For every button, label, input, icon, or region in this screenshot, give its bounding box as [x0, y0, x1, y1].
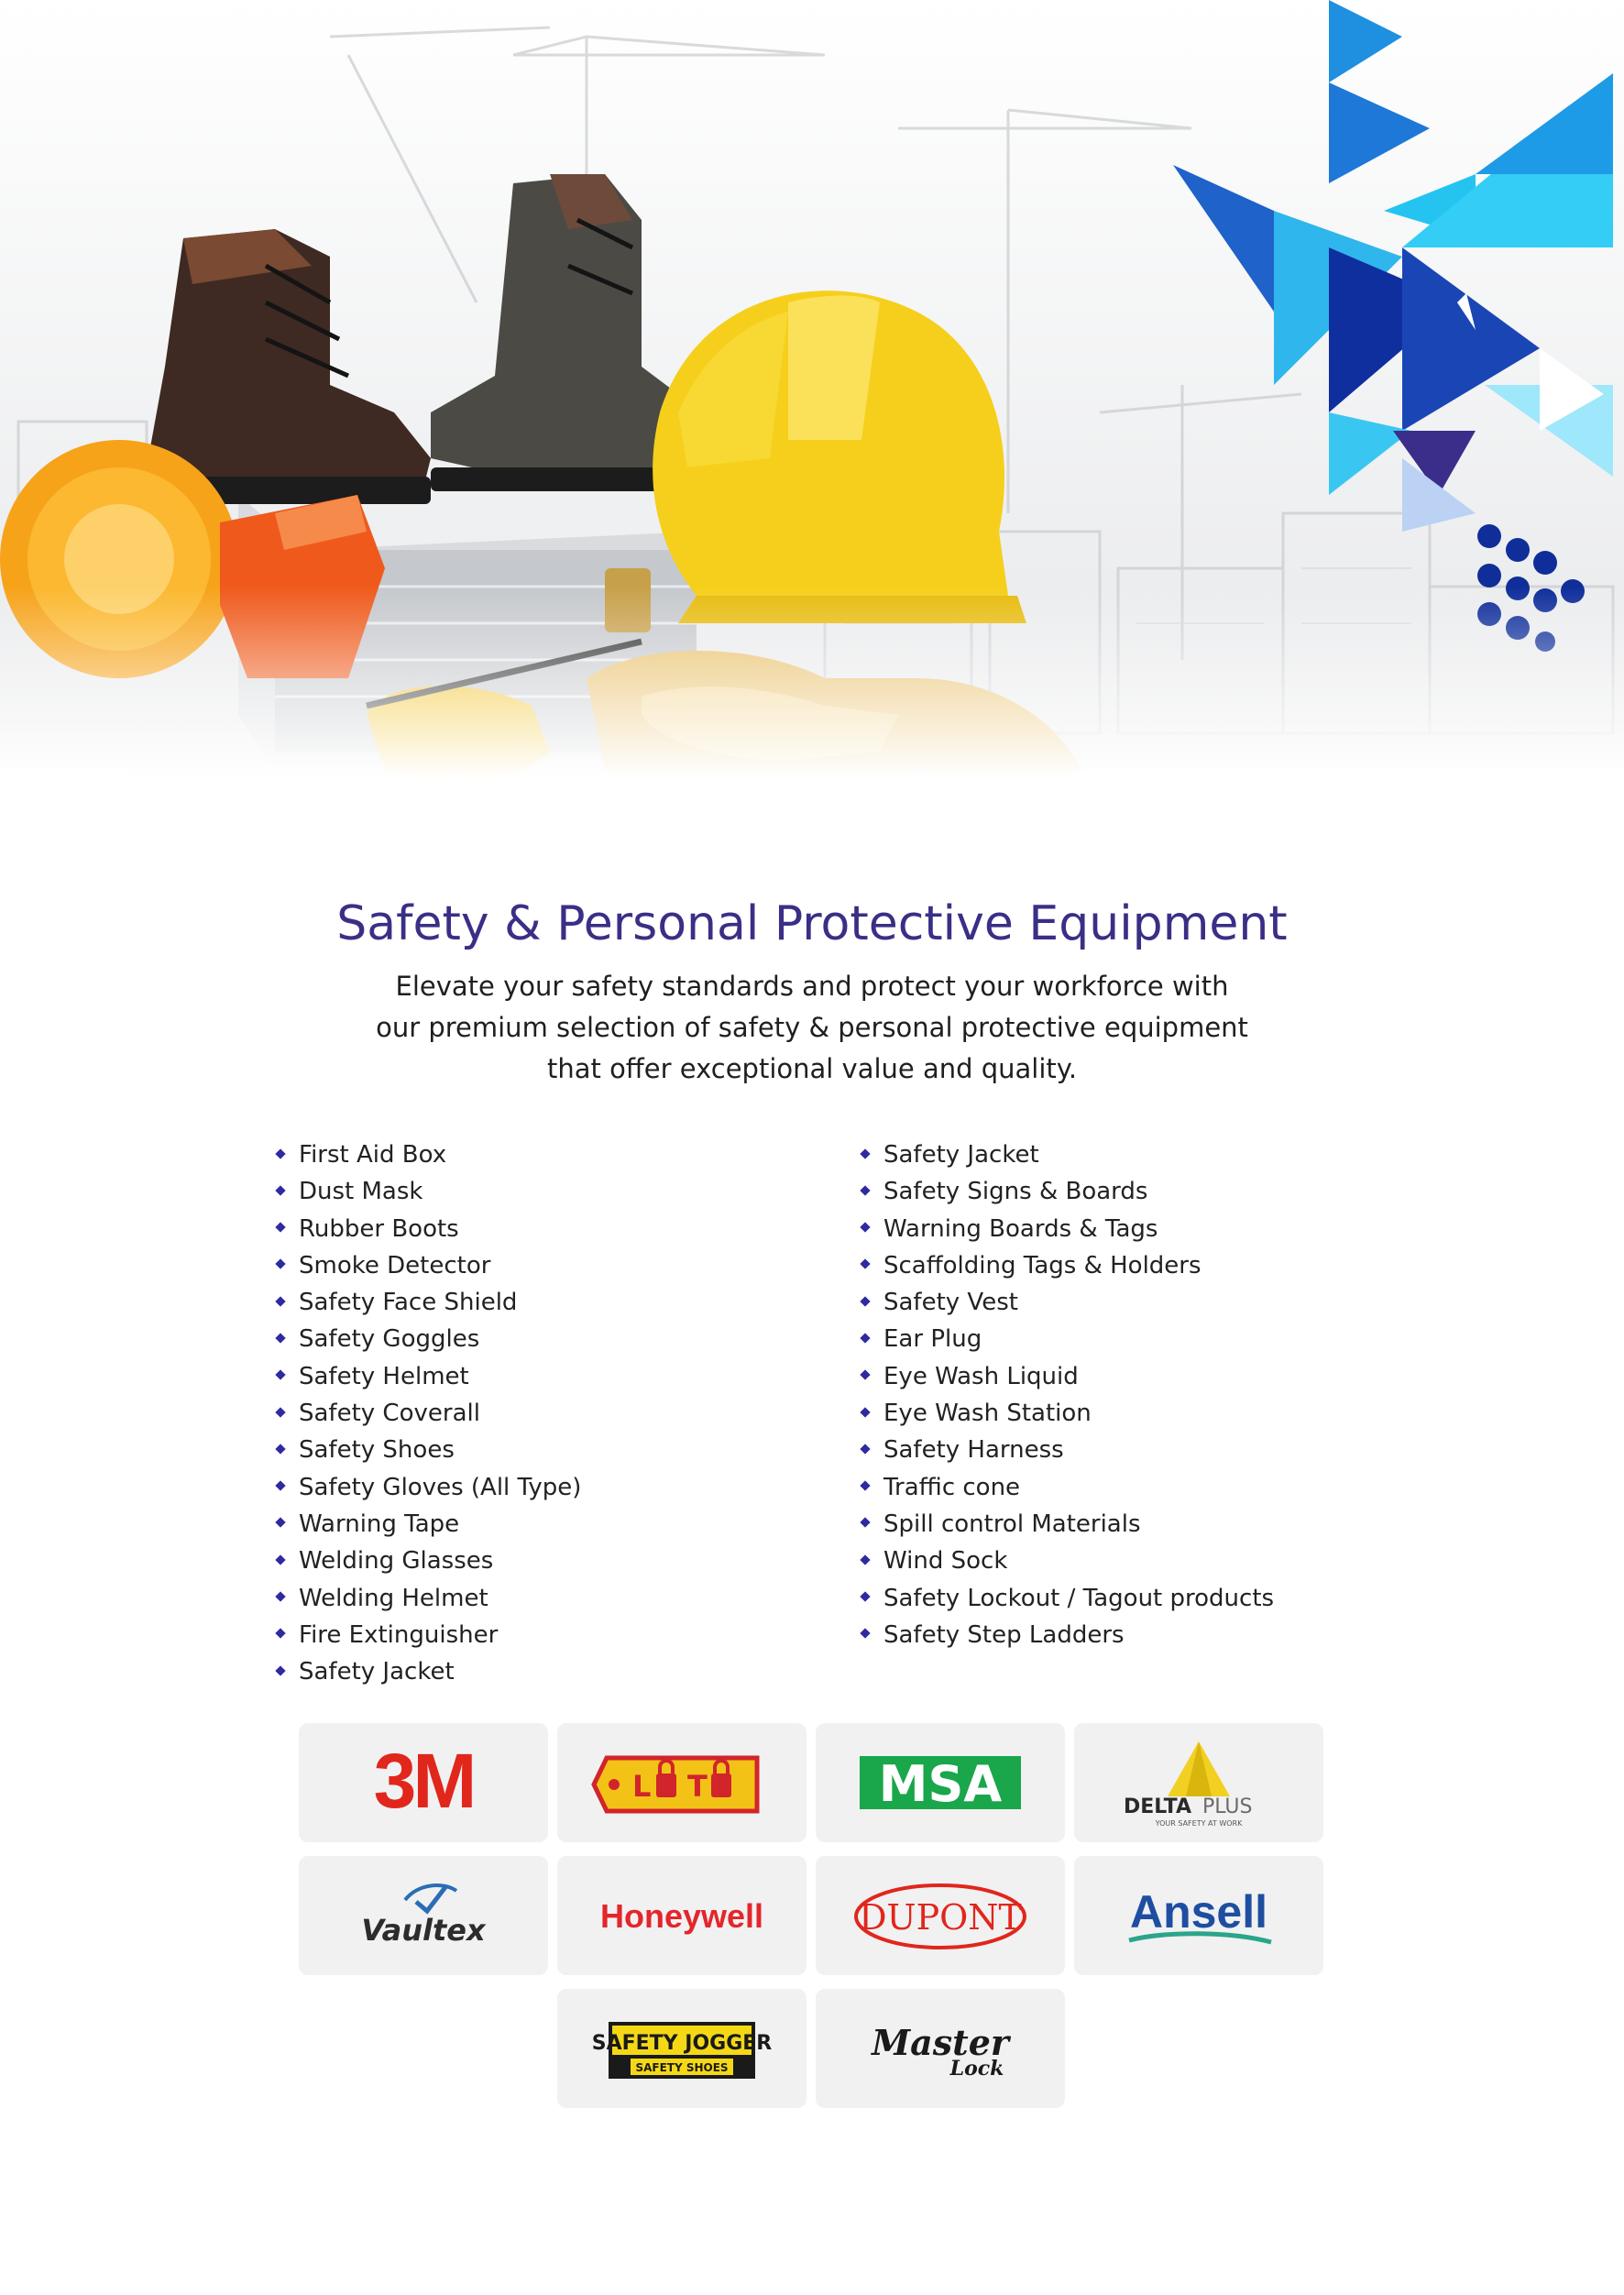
product-name: Safety Shoes	[299, 1436, 455, 1465]
diamond-bullet-icon	[860, 1296, 870, 1306]
diamond-bullet-icon	[275, 1481, 285, 1491]
dupont-logo-text: DUPONT	[859, 1897, 1022, 1938]
product-list-item	[860, 1173, 1428, 1210]
safety-jogger-tagline: SAFETY SHOES	[635, 2061, 729, 2074]
brand-logo-grid	[0, 1723, 1624, 2108]
diamond-bullet-icon	[275, 1296, 285, 1306]
intro-line: our premium selection of safety & personal protective equipment	[376, 1012, 1248, 1043]
product-name: Spill control Materials	[883, 1510, 1141, 1538]
diamond-bullet-icon	[860, 1481, 870, 1491]
brand-tile-masterlock	[816, 1989, 1065, 2108]
product-list-item	[860, 1580, 1428, 1617]
product-name: Smoke Detector	[299, 1251, 491, 1279]
svg-text:T: T	[687, 1769, 708, 1804]
msa-logo-text: MSA	[878, 1755, 1003, 1813]
product-list-item	[275, 1247, 788, 1284]
deltaplus-logo-text-b: PLUS	[1202, 1795, 1253, 1818]
product-name: Safety Face Shield	[299, 1289, 518, 1317]
product-list-item	[275, 1617, 788, 1653]
dupont-logo	[816, 1856, 1065, 1975]
deltaplus-tagline: YOUR SAFETY AT WORK	[1155, 1819, 1243, 1828]
diamond-bullet-icon	[275, 1591, 285, 1601]
product-list-item	[860, 1543, 1428, 1579]
deltaplus-logo-text-a: DELTA	[1124, 1795, 1191, 1818]
product-name: Ear Plug	[883, 1325, 982, 1354]
loto-logo	[557, 1723, 807, 1842]
product-list-item	[275, 1653, 788, 1690]
product-list-item	[860, 1432, 1428, 1468]
product-list-item	[275, 1321, 788, 1357]
product-list-item	[275, 1173, 788, 1210]
product-list-item	[275, 1137, 788, 1173]
diamond-bullet-icon	[275, 1370, 285, 1380]
safety-boots-image	[147, 174, 697, 504]
product-name: Safety Step Ladders	[883, 1620, 1125, 1649]
product-name: Rubber Boots	[299, 1214, 459, 1243]
product-name: Safety Coverall	[299, 1400, 480, 1428]
product-name: Welding Glasses	[299, 1547, 494, 1576]
product-name: First Aid Box	[299, 1141, 447, 1169]
product-list-item	[860, 1211, 1428, 1247]
product-list-item	[275, 1211, 788, 1247]
brand-tile-loto	[557, 1723, 807, 1842]
masterlock-logo-text-a: Master	[872, 2022, 1009, 2063]
product-list-item	[275, 1395, 788, 1432]
product-name: Safety Goggles	[299, 1325, 480, 1354]
vaultex-logo	[299, 1856, 548, 1975]
hard-hat-image	[653, 291, 1026, 623]
product-name: Safety Vest	[883, 1289, 1018, 1317]
3m-logo	[299, 1723, 548, 1842]
product-name: Safety Signs & Boards	[883, 1178, 1148, 1206]
product-name: Wind Sock	[883, 1547, 1008, 1576]
product-list-item	[275, 1284, 788, 1321]
product-list-item	[860, 1321, 1428, 1357]
product-list-item	[860, 1469, 1428, 1506]
product-name: Fire Extinguisher	[299, 1620, 499, 1649]
product-name: Scaffolding Tags & Holders	[883, 1251, 1202, 1279]
msa-logo	[816, 1723, 1065, 1842]
product-list-right	[860, 1137, 1428, 1653]
hero-fade-overlay	[0, 587, 1624, 852]
product-list-item	[275, 1580, 788, 1617]
diamond-bullet-icon	[860, 1407, 870, 1417]
product-name: Traffic cone	[883, 1473, 1021, 1501]
product-list-item	[860, 1137, 1428, 1173]
intro-line: Elevate your safety standards and protect your workforce with	[395, 971, 1229, 1002]
product-name: Warning Tape	[299, 1510, 460, 1538]
product-name: Safety Jacket	[883, 1141, 1039, 1169]
product-list-item	[860, 1506, 1428, 1543]
product-name: Welding Helmet	[299, 1584, 488, 1612]
product-list-item	[860, 1247, 1428, 1284]
product-list-item	[860, 1395, 1428, 1432]
diamond-bullet-icon	[860, 1591, 870, 1601]
diamond-bullet-icon	[275, 1554, 285, 1565]
product-name: Eye Wash Station	[883, 1400, 1092, 1428]
product-name: Dust Mask	[299, 1178, 423, 1206]
product-list-item	[275, 1358, 788, 1395]
diamond-bullet-icon	[860, 1370, 870, 1380]
diamond-bullet-icon	[860, 1185, 870, 1195]
page-title: Safety & Personal Protective Equipment	[336, 896, 1288, 951]
ansell-logo	[1074, 1856, 1323, 1975]
brand-tile-honeywell	[557, 1856, 807, 1975]
product-list-left	[275, 1137, 788, 1690]
product-name: Safety Jacket	[299, 1658, 455, 1686]
intro-paragraph	[308, 966, 1316, 1090]
product-list-item	[275, 1432, 788, 1468]
intro-line: that offer exceptional value and quality.	[546, 1053, 1078, 1084]
diamond-bullet-icon	[860, 1518, 870, 1528]
masterlock-logo-text-b: Lock	[949, 2057, 1004, 2081]
safety-jogger-logo-text: SAFETY JOGGER	[591, 2032, 773, 2055]
diamond-bullet-icon	[275, 1259, 285, 1269]
product-list-item	[860, 1358, 1428, 1395]
diamond-bullet-icon	[860, 1554, 870, 1565]
brand-tile-deltaplus	[1074, 1723, 1323, 1842]
diamond-bullet-icon	[275, 1333, 285, 1343]
brand-tile-dupont	[816, 1856, 1065, 1975]
diamond-bullet-icon	[275, 1629, 285, 1639]
product-list-item	[860, 1284, 1428, 1321]
diamond-bullet-icon	[275, 1518, 285, 1528]
product-name: Eye Wash Liquid	[883, 1362, 1079, 1390]
safety-jogger-logo	[557, 1989, 807, 2108]
diamond-bullet-icon	[860, 1222, 870, 1232]
diamond-bullet-icon	[275, 1185, 285, 1195]
honeywell-logo	[557, 1856, 807, 1975]
product-name: Safety Harness	[883, 1436, 1064, 1465]
diamond-bullet-icon	[860, 1444, 870, 1454]
svg-text:L: L	[632, 1769, 652, 1804]
vaultex-logo-text: Vaultex	[361, 1913, 486, 1948]
diamond-bullet-icon	[275, 1222, 285, 1232]
honeywell-logo-text: Honeywell	[599, 1897, 764, 1935]
hero-banner	[0, 0, 1624, 852]
product-name: Safety Gloves (All Type)	[299, 1473, 582, 1501]
brand-tile-msa	[816, 1723, 1065, 1842]
diamond-bullet-icon	[860, 1259, 870, 1269]
brand-tile-safety-jogger	[557, 1989, 807, 2108]
brand-tile-ansell	[1074, 1856, 1323, 1975]
brand-tile-3m	[299, 1723, 548, 1842]
diamond-bullet-icon	[860, 1333, 870, 1343]
geometric-triangle-decoration	[1173, 0, 1624, 678]
diamond-bullet-icon	[275, 1148, 285, 1158]
product-list-item	[860, 1617, 1428, 1653]
product-list-item	[275, 1469, 788, 1506]
3m-logo-text: 3M	[373, 1738, 474, 1824]
product-name: Warning Boards & Tags	[883, 1214, 1158, 1243]
diamond-bullet-icon	[275, 1407, 285, 1417]
product-name: Safety Lockout / Tagout products	[883, 1584, 1275, 1612]
product-list-item	[275, 1543, 788, 1579]
product-list-item	[275, 1506, 788, 1543]
ansell-logo-text: Ansell	[1129, 1886, 1268, 1938]
diamond-bullet-icon	[275, 1665, 285, 1675]
masterlock-logo	[816, 1989, 1065, 2108]
diamond-bullet-icon	[275, 1444, 285, 1454]
brand-tile-vaultex	[299, 1856, 548, 1975]
deltaplus-logo	[1074, 1723, 1323, 1842]
product-name: Safety Helmet	[299, 1362, 469, 1390]
diamond-bullet-icon	[860, 1629, 870, 1639]
diamond-bullet-icon	[860, 1148, 870, 1158]
